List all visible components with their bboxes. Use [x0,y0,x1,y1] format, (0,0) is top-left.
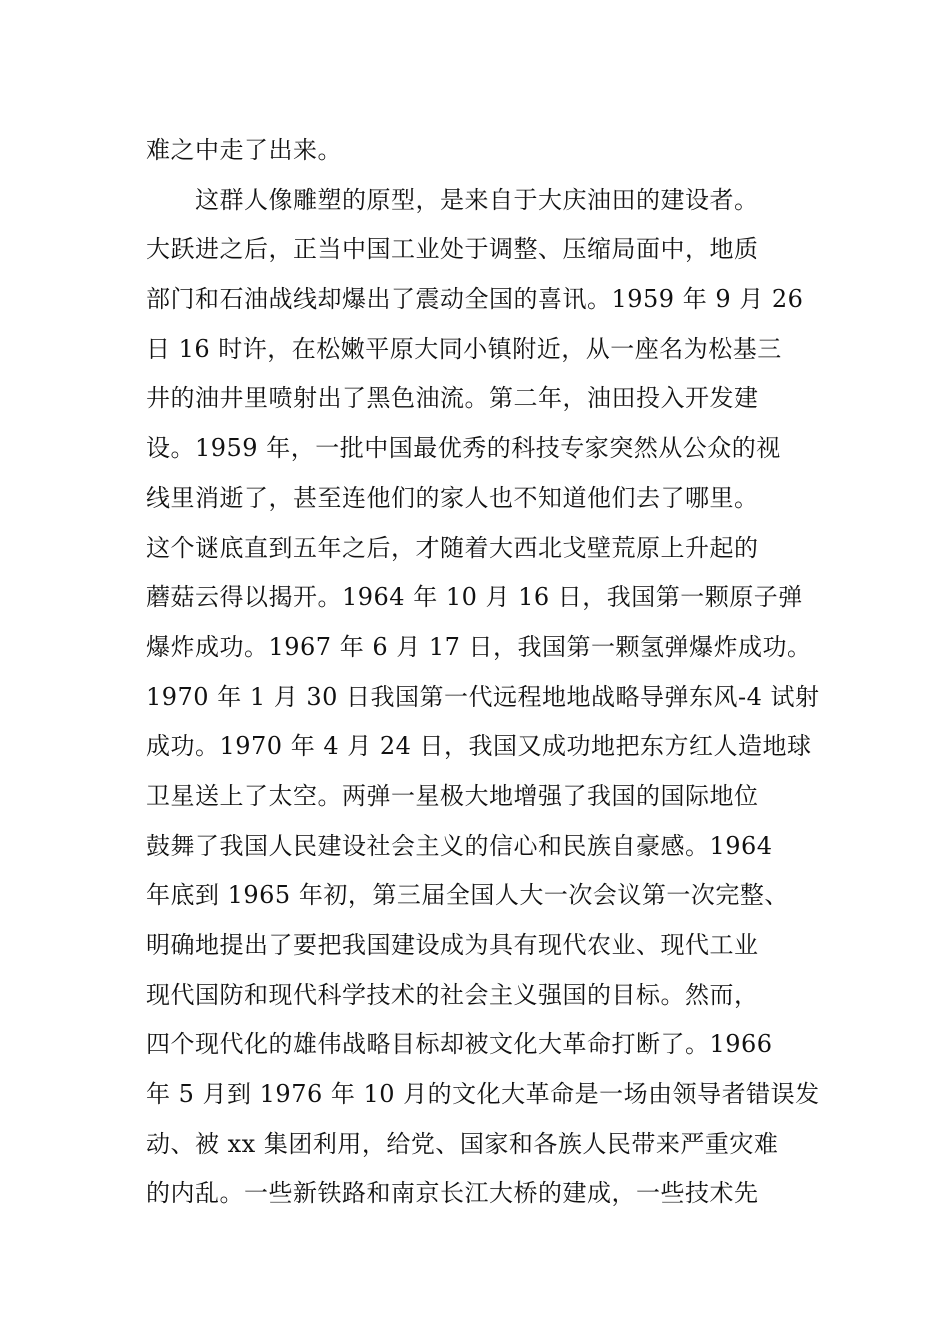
text-line: 难之中走了出来。 [146,136,342,164]
text-line: 设。1959 年，一批中国最优秀的科技专家突然从公众的视 [146,434,781,463]
text-line: 这个谜底直到五年之后，才随着大西北戈壁荒原上升起的 [146,533,759,562]
text-line: 年底到 1965 年初，第三届全国人大一次会议第一次完整、 [146,881,789,910]
text-line: 鼓舞了我国人民建设社会主义的信心和民族自豪感。1964 [146,831,773,860]
text-line: 卫星送上了太空。两弹一星极大地增强了我国的国际地位 [146,781,759,810]
text-line: 爆炸成功。1967 年 6 月 17 日，我国第一颗氢弹爆炸成功。 [146,632,812,661]
body-text [146,126,836,1219]
text-line: 日 16 时许，在松嫩平原大同小镇附近，从一座名为松基三 [146,334,782,363]
text-line: 成功。1970 年 4 月 24 日，我国又成功地把东方红人造地球 [146,732,812,761]
text-line: 这群人像雕塑的原型，是来自于大庆油田的建设者。 [146,185,759,214]
text-line: 1970 年 1 月 30 日我国第一代远程地地战略导弹东风-4 试射 [146,682,820,711]
text-line: 明确地提出了要把我国建设成为具有现代农业、现代工业 [146,931,759,959]
text-line: 年 5 月到 1976 年 10 月的文化大革命是一场由领导者错误发 [146,1080,820,1109]
text-line: 四个现代化的雄伟战略目标却被文化大革命打断了。1966 [146,1030,773,1059]
text-line: 部门和石油战线却爆出了震动全国的喜讯。1959 年 9 月 26 [146,285,804,314]
text-line: 大跃进之后，正当中国工业处于调整、压缩局面中，地质 [146,235,759,264]
text-line: 的内乱。一些新铁路和南京长江大桥的建成，一些技术先 [146,1179,759,1208]
text-line: 动、被 xx 集团利用，给党、国家和各族人民带来严重灾难 [146,1129,779,1158]
text-line: 井的油井里喷射出了黑色油流。第二年，油田投入开发建 [146,384,759,413]
text-line: 蘑菇云得以揭开。1964 年 10 月 16 日，我国第一颗原子弹 [146,583,803,612]
text-line: 线里消逝了，甚至连他们的家人也不知道他们去了哪里。 [146,483,759,512]
text-line: 现代国防和现代科学技术的社会主义强国的目标。然而， [146,980,759,1009]
